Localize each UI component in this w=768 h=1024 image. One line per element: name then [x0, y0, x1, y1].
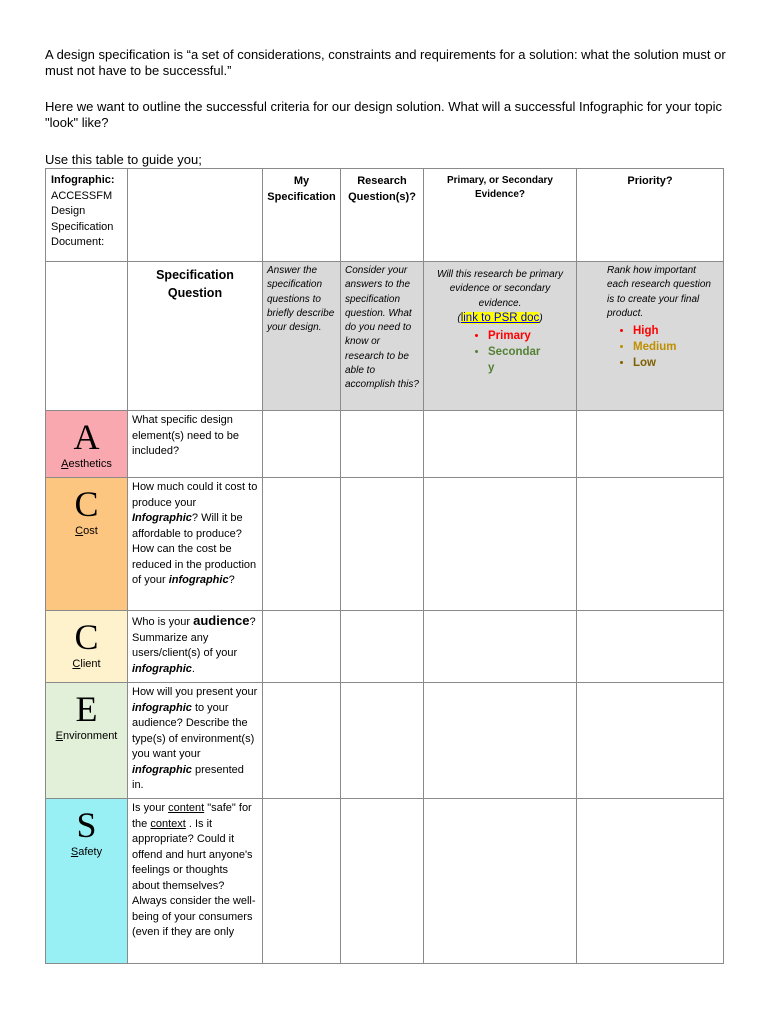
empty-header-cell	[128, 169, 263, 262]
priority-guide-text: Rank how important each research question is to create your final product.	[607, 265, 711, 319]
intro-definition: A design specification is “a set of considerations, constraints and requirements for a solution: what the solution must or must not have to be successful.”	[45, 47, 726, 78]
table-header-row	[46, 169, 724, 262]
environment-cell	[46, 683, 128, 799]
aesthetics-evidence[interactable]	[424, 411, 577, 478]
col-evidence: Primary, or Secondary Evidence?	[424, 169, 577, 262]
research-guide: Consider your answers to the specification question. What do you need to know or research to be able to accomplish this?	[341, 262, 424, 411]
my-spec-guide: Answer the specification questions to briefly describe your design.	[263, 262, 341, 411]
client-letter: C	[74, 617, 99, 657]
intro-purpose: Here we want to outline the successful criteria for our design solution. What will a successful Infographic for your topic "look" like?	[45, 99, 723, 130]
evidence-guide-text: Will this research be primary evidence or secondary evidence.	[436, 269, 564, 309]
table-row	[46, 478, 724, 611]
safety-research[interactable]	[341, 799, 424, 964]
aesthetics-research[interactable]	[341, 411, 424, 478]
cost-letter: C	[74, 484, 99, 524]
col-research-questions: Research Question(s)?	[341, 169, 424, 262]
priority-options	[607, 323, 719, 371]
safety-question: Is your content "safe" for the context . Is it appropriate? Could it offend and hurt anyone's feelings or thoughts about themselves? Always consider the well-being of your consumers (even if they are only	[128, 799, 263, 964]
spec-question-heading: Specification Question	[128, 262, 263, 411]
client-evidence[interactable]	[424, 611, 577, 683]
table-row	[46, 411, 724, 478]
client-cell	[46, 611, 128, 683]
environment-research[interactable]	[341, 683, 424, 799]
intro-guide: Use this table to guide you;	[45, 152, 202, 167]
col-priority: Priority?	[577, 169, 724, 262]
client-research[interactable]	[341, 611, 424, 683]
evidence-options	[428, 328, 572, 376]
table-row	[46, 799, 724, 964]
safety-cell	[46, 799, 128, 964]
option-medium: • Medium	[633, 339, 719, 355]
safety-evidence[interactable]	[424, 799, 577, 964]
table-row	[46, 611, 724, 683]
environment-label: Environment	[55, 730, 118, 742]
option-secondary: • Secondary	[488, 344, 544, 376]
environment-letter: E	[75, 689, 98, 729]
doc-title: Infographic:	[51, 174, 115, 186]
doc-name: ACCESSFM Design Specification Document:	[51, 189, 114, 248]
client-my-spec[interactable]	[263, 611, 341, 683]
cost-label: Cost	[75, 525, 98, 537]
cost-priority[interactable]	[577, 478, 724, 611]
col-my-specification: My Specification	[263, 169, 341, 262]
evidence-guide-cell: Will this research be primary evidence or secondary evidence. (link to PSR doc) • Primary • Secondary	[424, 262, 577, 411]
environment-evidence[interactable]	[424, 683, 577, 799]
empty-guide-cell	[46, 262, 128, 411]
aesthetics-letter: A	[73, 417, 100, 457]
safety-priority[interactable]	[577, 799, 724, 964]
psr-doc-link[interactable]: link to PSR doc	[460, 311, 540, 324]
safety-label: Safety	[70, 846, 103, 858]
cost-research[interactable]	[341, 478, 424, 611]
aesthetics-cell	[46, 411, 128, 478]
client-question: Who is your audience? Summarize any users/client(s) of your infographic.	[128, 611, 263, 683]
cost-cell	[46, 478, 128, 611]
option-high: • High	[633, 323, 719, 339]
table-guide-row	[46, 262, 724, 411]
cost-question: How much could it cost to produce your Infographic? Will it be affordable to produce? How can the cost be reduced in the production of your infographic?	[128, 478, 263, 611]
option-low: • Low	[633, 355, 719, 371]
cost-evidence[interactable]	[424, 478, 577, 611]
aesthetics-label: Aesthetics	[61, 458, 112, 470]
aesthetics-my-spec[interactable]	[263, 411, 341, 478]
safety-letter: S	[76, 805, 97, 845]
environment-my-spec[interactable]	[263, 683, 341, 799]
safety-my-spec[interactable]	[263, 799, 341, 964]
doc-title-cell	[46, 169, 128, 262]
environment-priority[interactable]	[577, 683, 724, 799]
client-label: Client	[72, 658, 101, 670]
priority-guide-cell	[577, 262, 724, 411]
option-primary: • Primary	[488, 328, 572, 344]
aesthetics-question: What specific design element(s) need to be included?	[128, 411, 263, 478]
specification-table	[45, 168, 724, 964]
client-priority[interactable]	[577, 611, 724, 683]
table-row	[46, 683, 724, 799]
environment-question: How will you present your infographic to your audience? Describe the type(s) of environment(s) you want your infographic presented in.	[128, 683, 263, 799]
cost-my-spec[interactable]	[263, 478, 341, 611]
aesthetics-priority[interactable]	[577, 411, 724, 478]
